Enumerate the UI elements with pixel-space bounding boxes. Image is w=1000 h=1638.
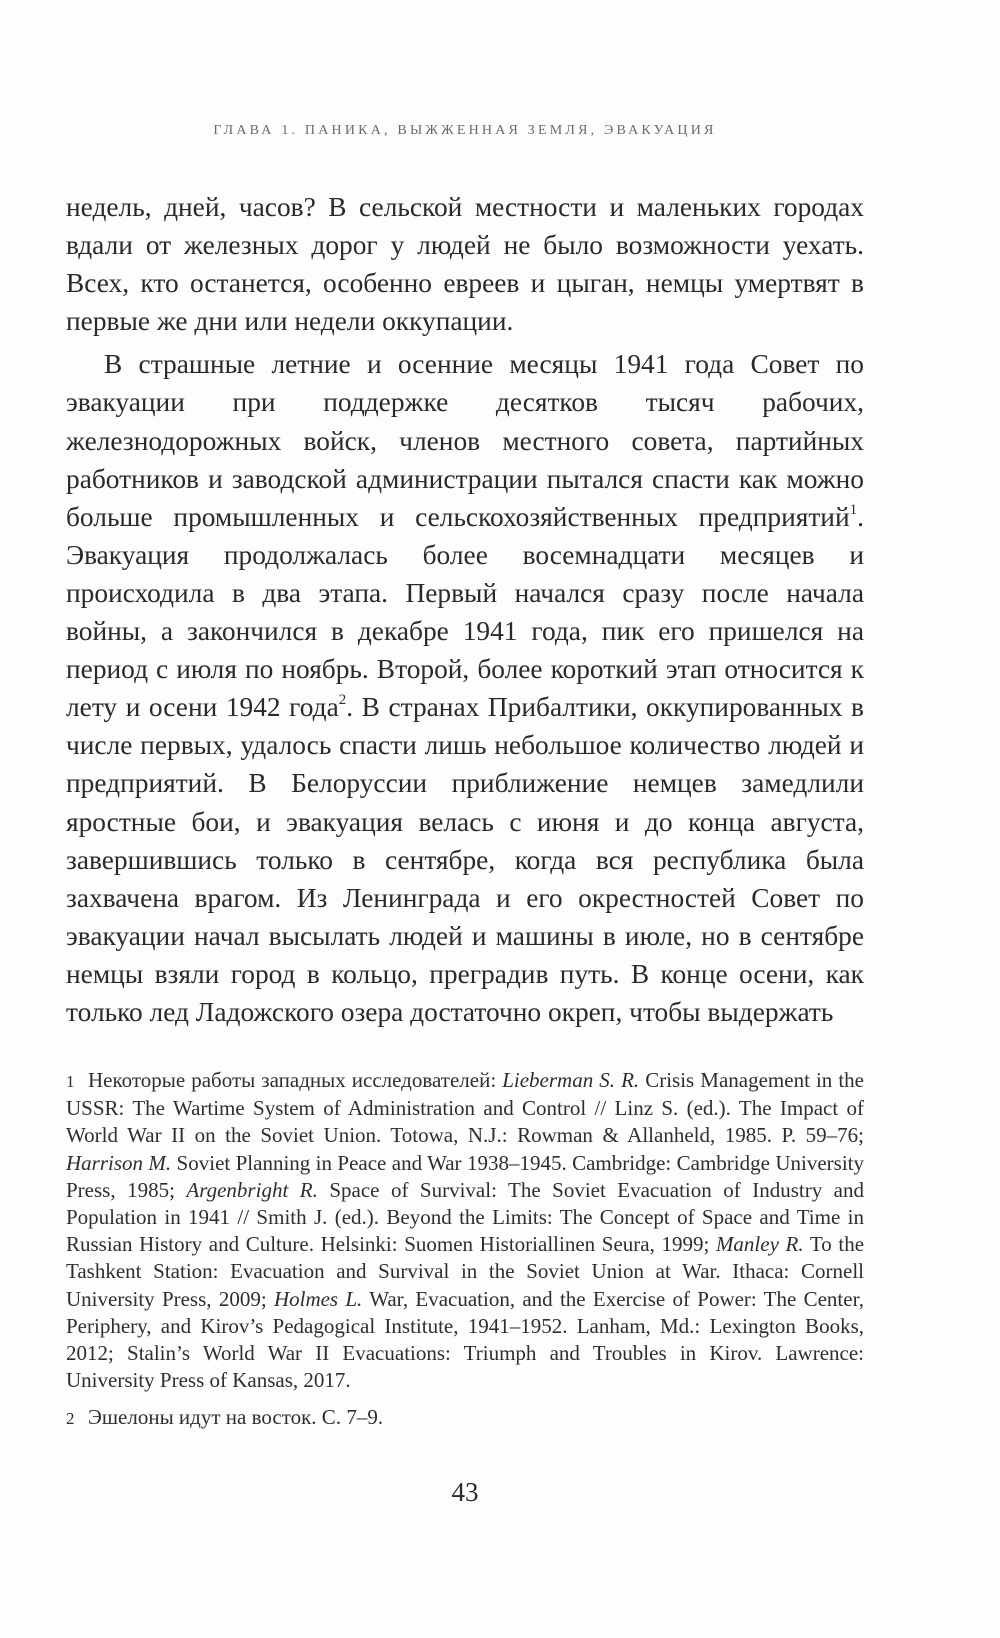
footnote-1-text-a: Некоторые работы западных исследователей: bbox=[88, 1068, 503, 1092]
footnote-1-text-b: Crisis Management in the USSR: The Wartime System of Administration and Control // Linz S. (ed.). The Impact of World War II on the Soviet Union. Totowa, N.J.: Rowman & Allanheld, 1985. P. 59–76; bbox=[66, 1068, 864, 1148]
footnote-2-text: Эшелоны идут на восток. С. 7–9. bbox=[88, 1405, 384, 1430]
footnote-2 bbox=[66, 1404, 864, 1432]
paragraph-2 bbox=[66, 345, 864, 1031]
footnote-1-text-f: War, Evacuation, and the Exercise of Power: The Center, Periphery, and Kirov’s Pedagogical Institute, 1941–1952. Lanham, Md.: Lexington Books, 2012; Stalin’s World War II Evacuations: Triumph and Troubles in Kirov. Lawrence: University Press of Kansas, 2017. bbox=[66, 1286, 864, 1393]
paragraph-2-text-b: . Эвакуация продолжалась более восемнадцати месяцев и происходила в два этапа. Первый начался сразу после начала войны, а закончился в декабре 1941 года, пик его пришелся на период с июля по ноябрь. Второй, более короткий этап относится к лету и осени 1942 года bbox=[66, 501, 864, 723]
footnotes bbox=[66, 1067, 864, 1443]
footnote-1-author-argenbright: Argenbright R. bbox=[186, 1177, 318, 1202]
paragraph-2-text-a: В страшные летние и осенние месяцы 1941 года Совет по эвакуации при поддержке десятков тысяч рабочих, железнодорожных войск, членов местного совета, партийных работников и заводской администрации пытался спасти как можно больше промышленных и сельскохозяйственных предприятий bbox=[66, 349, 864, 532]
footnote-1 bbox=[66, 1067, 864, 1394]
paragraph-1 bbox=[66, 188, 864, 340]
footnote-1-author-lieberman: Lieberman S. R. bbox=[502, 1068, 640, 1092]
footnote-1-text-c: Soviet Planning in Peace and War 1938–1945. Cambridge: Cambridge University Press, 1985; bbox=[66, 1150, 864, 1202]
main-text bbox=[66, 188, 864, 1036]
paragraph-2-text-c: . В странах Прибалтики, оккупированных в числе первых, удалось спасти лишь небольшое количество людей и предприятий. В Белоруссии приближение немцев замедлили яростные бои, и эвакуация велась с июня и до конца августа, завершившись только в сентябре, когда вся республика была захвачена врагом. Из Ленинграда и его окрестностей Совет по эвакуации начал высылать людей и машины в июле, но в сентябре немцы взяли город в кольцо, преградив путь. В конце осени, как только лед Ладожского озера достаточно окреп, чтобы выдержать bbox=[66, 692, 864, 1027]
footnote-ref-1[interactable]: 1 bbox=[849, 501, 858, 518]
running-head: ГЛАВА 1. ПАНИКА, ВЫЖЖЕННАЯ ЗЕМЛЯ, ЭВАКУАЦИЯ bbox=[213, 123, 717, 138]
footnote-1-number: 1 bbox=[66, 1072, 75, 1091]
footnote-1-author-harrison: Harrison M. bbox=[66, 1150, 172, 1175]
footnote-ref-2[interactable]: 2 bbox=[338, 692, 347, 709]
paragraph-1-text: недель, дней, часов? В сельской местности и маленьких городах вдали от железных дорог у людей не было возможности уехать. Всех, кто останется, особенно евреев и цыган, немцы умертвят в первые же дни или недели оккупации. bbox=[66, 192, 864, 337]
footnote-1-author-holmes: Holmes L. bbox=[273, 1286, 363, 1311]
page-number: 43 bbox=[451, 1477, 479, 1507]
footnote-1-text-e: To the Tashkent Station: Evacuation and Survival in the Soviet Union at War. Ithaca: Cornell University Press, 2009; bbox=[66, 1232, 865, 1311]
footnote-2-number: 2 bbox=[66, 1409, 75, 1429]
footnote-1-author-manley: Manley R. bbox=[715, 1232, 804, 1257]
book-page bbox=[66, 0, 864, 1638]
footnote-1-text-d: Space of Survival: The Soviet Evacuation of Industry and Population in 1941 // Smith J. (ed.). Beyond the Limits: The Concept of Space and Time in Russian History and Culture. Helsinki: Suomen Historiallinen Seura, 1999; bbox=[66, 1177, 864, 1257]
